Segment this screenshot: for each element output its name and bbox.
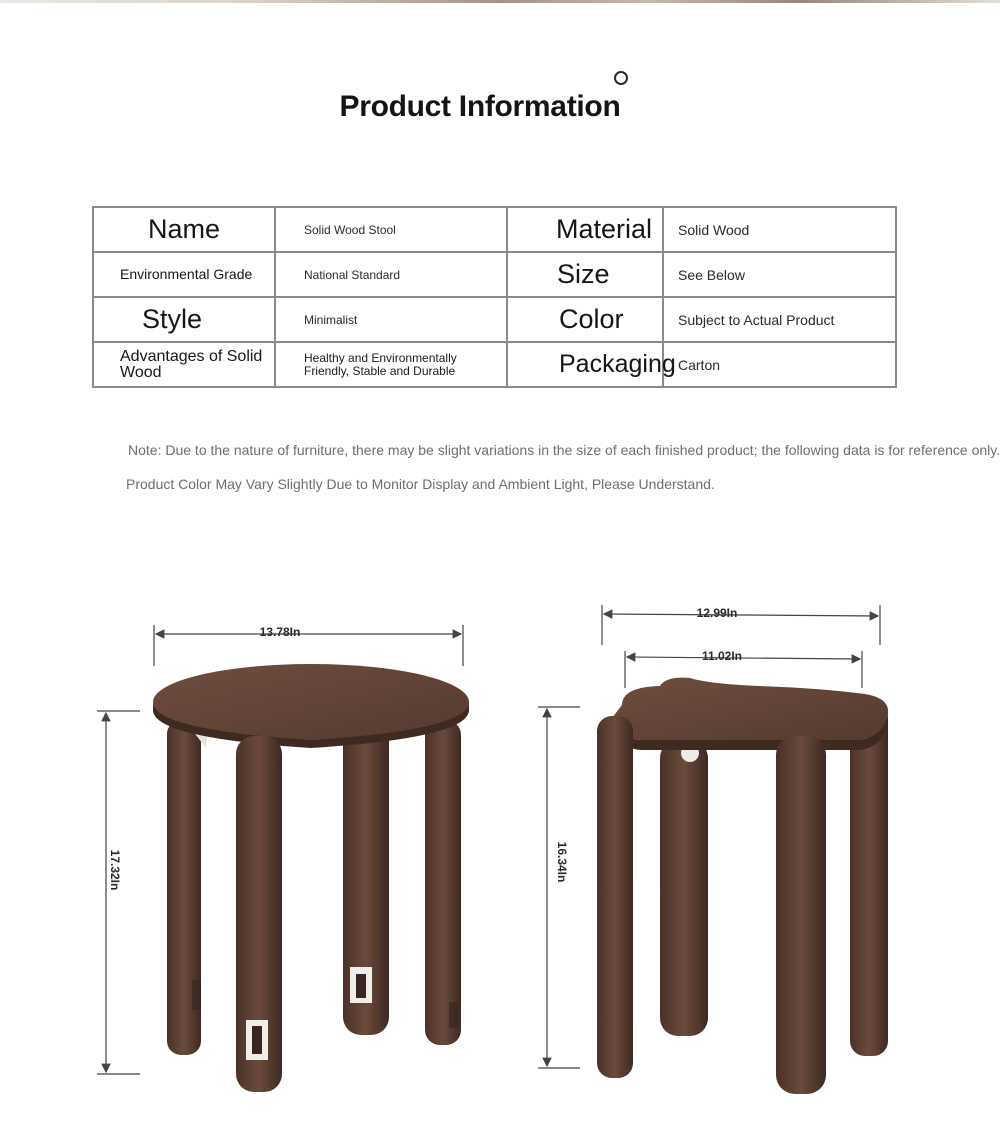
spec-value: Subject to Actual Product [663,297,896,342]
spec-value: See Below [663,252,896,297]
spec-label: Environmental Grade [93,252,275,297]
spec-label: Material [507,207,663,252]
round-stool [97,625,469,1092]
spec-label: Advantages of Solid Wood [93,342,275,387]
spec-value: Solid Wood [663,207,896,252]
dim-label-top-width: 13.78In [259,625,301,639]
dim-label-height: 17.32In [108,849,122,891]
spec-label: Color [507,297,663,342]
spec-value: National Standard [275,252,507,297]
spec-value: Healthy and Environmentally Friendly, Stable and Durable [275,342,507,387]
dim-line-inner-width [627,657,860,659]
table-row [93,207,896,252]
ring-icon [614,71,628,85]
table-row [93,342,896,387]
spec-label: Style [93,297,275,342]
lobed-stool [538,605,888,1094]
table-row [93,252,896,297]
note-color-variation: Product Color May Vary Slightly Due to Monitor Display and Ambient Light, Please Understand. [126,476,715,492]
spec-label: Packaging [507,342,663,387]
spec-label: Size [507,252,663,297]
dim-label-height: 16.34In [555,841,569,883]
spec-value: Solid Wood Stool [275,207,507,252]
top-image-strip [0,0,1000,3]
table-row [93,297,896,342]
page-title: Product Information [339,90,621,123]
dim-label-outer-width: 12.99In [696,606,738,620]
spec-label: Name [93,207,275,252]
spec-value: Minimalist [275,297,507,342]
dim-line-outer-width [604,614,878,616]
note-size-variation: Note: Due to the nature of furniture, there may be slight variations in the size of each finished product; the following data is for reference only. [128,442,1000,458]
spec-table [92,206,897,388]
dim-label-inner-width: 11.02In [701,649,743,663]
spec-value: Carton [663,342,896,387]
stool-dimension-diagram [0,590,1000,1126]
